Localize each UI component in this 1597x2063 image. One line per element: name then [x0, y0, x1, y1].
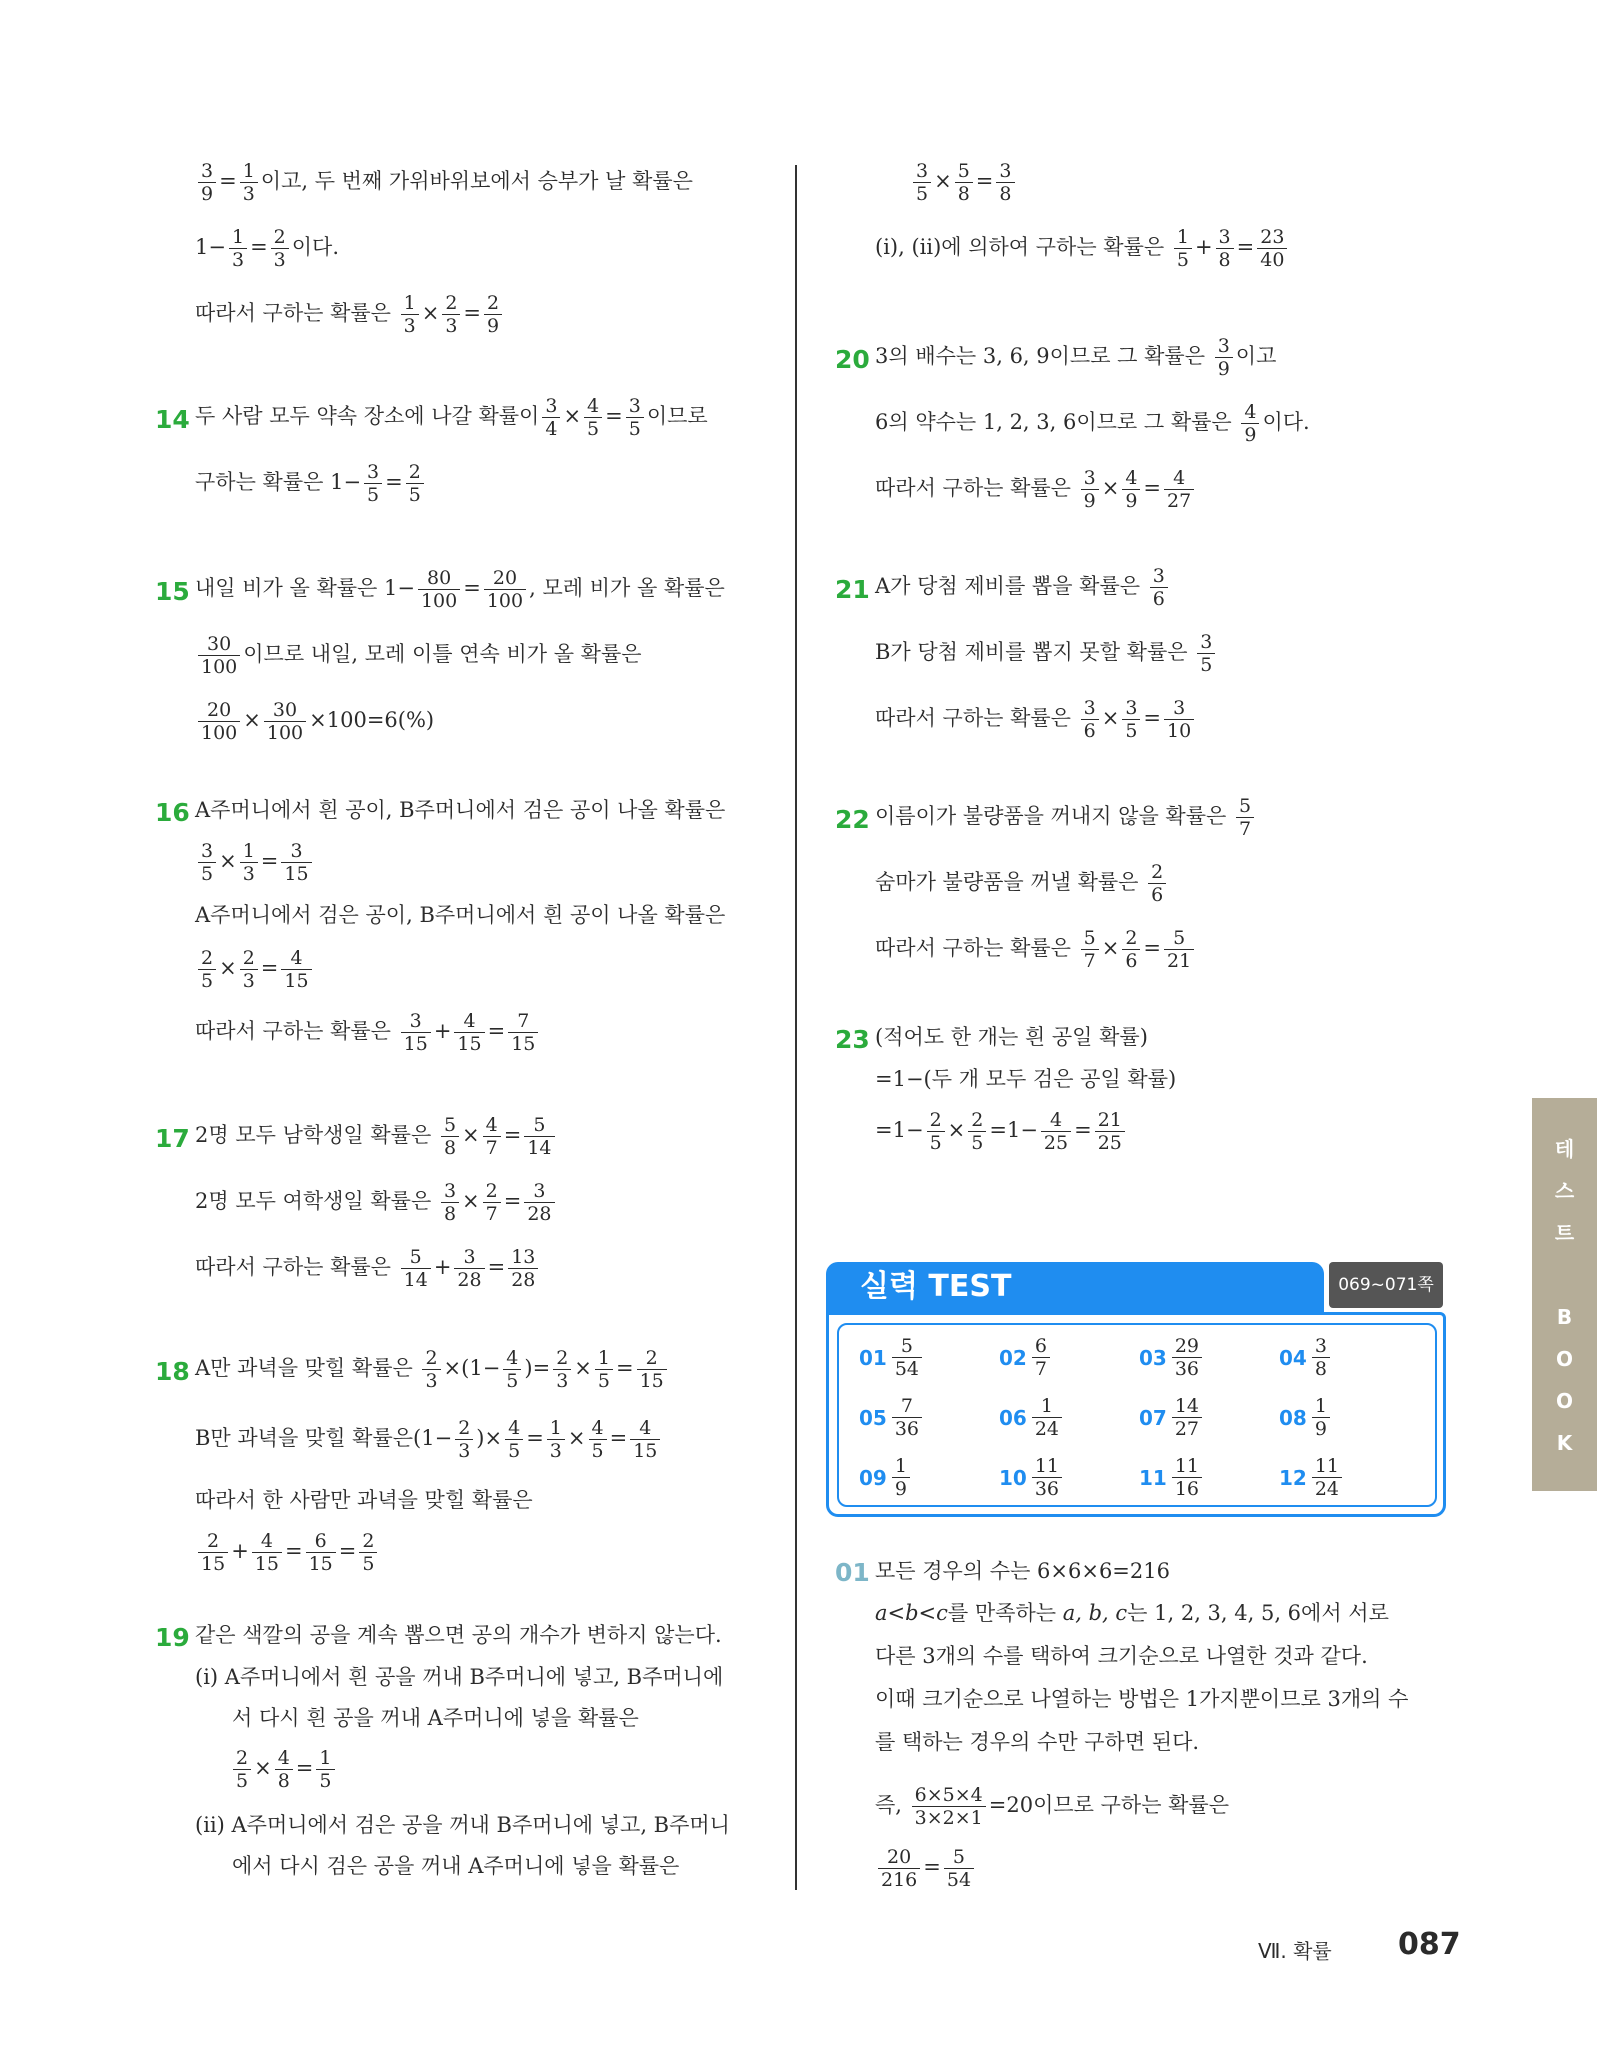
skill-test-title: 실력 TEST — [826, 1262, 1324, 1312]
page-range-tag: 069~071쪽 — [1329, 1262, 1443, 1308]
p21-line-3: 따라서 구하는 확률은 $\frac{3}{6}$ × $\frac{3}{5}$ = $\frac{3}{10}$ — [875, 697, 1197, 742]
p22-line-1: 이름이가 불량품을 꺼내지 않을 확률은 $\frac{5}{7}$ — [875, 795, 1257, 840]
answer-item — [859, 1335, 925, 1380]
t01-line-1: 모든 경우의 수는 6×6×6=216 — [875, 1559, 1170, 1583]
answer-fraction: $\frac{1}{24}$ — [1032, 1395, 1062, 1440]
t01-line-4: 이때 크기순으로 나열하는 방법은 1가지뿐이므로 3개의 수 — [875, 1687, 1409, 1711]
answer-item — [1279, 1455, 1345, 1500]
answer-fraction: $\frac{5}{54}$ — [892, 1335, 922, 1380]
answer-fraction: $\frac{7}{36}$ — [892, 1395, 922, 1440]
answer-fraction: $\frac{11}{24}$ — [1312, 1455, 1342, 1500]
t01-line-2: a<b<c를 만족하는 a, b, c는 1, 2, 3, 4, 5, 6에서 서로 — [875, 1601, 1389, 1625]
answer-number: 08 — [1279, 1405, 1307, 1430]
answer-item — [1139, 1335, 1205, 1380]
problem-number: 01 — [835, 1558, 870, 1587]
answer-number: 06 — [999, 1405, 1027, 1430]
answer-item — [1279, 1335, 1333, 1380]
page-number: 087 — [1398, 1927, 1461, 1962]
p15-line-1: 내일 비가 올 확률은 1− $\frac{80}{100}$ = $\frac{20}{100}$ , 모레 비가 올 확률은 — [195, 567, 725, 612]
intro-line-1: $\frac{3}{9}$ = $\frac{1}{3}$ 이고, 두 번째 가위바위보에서 승부가 날 확률은 — [195, 160, 693, 205]
p22-line-3: 따라서 구하는 확률은 $\frac{5}{7}$ × $\frac{2}{6}$ = $\frac{5}{21}$ — [875, 927, 1197, 972]
problem-number: 20 — [835, 345, 870, 374]
problem-number: 21 — [835, 575, 870, 604]
answer-number: 10 — [999, 1465, 1027, 1490]
answer-fraction: $\frac{1}{9}$ — [892, 1455, 910, 1500]
answer-number: 03 — [1139, 1345, 1167, 1370]
p20-line-2: 6의 약수는 1, 2, 3, 6이므로 그 확률은 $\frac{4}{9}$ 이다. — [875, 401, 1310, 446]
problem-number: 22 — [835, 805, 870, 834]
p20-line-3: 따라서 구하는 확률은 $\frac{3}{9}$ × $\frac{4}{9}$ = $\frac{4}{27}$ — [875, 467, 1197, 512]
answer-fraction: $\frac{1}{9}$ — [1312, 1395, 1330, 1440]
answer-fraction: $\frac{6}{7}$ — [1032, 1335, 1050, 1380]
p19b-line-2: (ⅰ), (ⅱ)에 의하여 구하는 확률은 $\frac{1}{5}$ + $\frac{3}{8}$ = $\frac{23}{40}$ — [875, 226, 1290, 271]
problem-number: 18 — [155, 1357, 190, 1386]
p19-line-3: 서 다시 흰 공을 꺼내 A주머니에 넣을 확률은 — [232, 1706, 639, 1730]
answer-item — [859, 1395, 925, 1440]
p18-line-2: B만 과녁을 맞힐 확률은(1− $\frac{2}{3}$ )× $\frac{4}{5}$ = $\frac{1}{3}$ × $\frac{4}{5}$ = $\frac{4}{15}$ — [195, 1417, 663, 1462]
p15-line-3: $\frac{20}{100}$ × $\frac{30}{100}$ ×100=6(%) — [195, 699, 434, 744]
answer-fraction: $\frac{29}{36}$ — [1172, 1335, 1202, 1380]
p16-line-4: $\frac{2}{5}$ × $\frac{2}{3}$ = $\frac{4}{15}$ — [195, 947, 315, 992]
side-tab — [1532, 1098, 1597, 1491]
p18-line-3: 따라서 한 사람만 과녁을 맞힐 확률은 — [195, 1488, 533, 1512]
problem-number: 16 — [155, 798, 190, 827]
problem-number: 17 — [155, 1124, 190, 1153]
intro-line-3: 따라서 구하는 확률은 $\frac{1}{3}$ × $\frac{2}{3}$ = $\frac{2}{9}$ — [195, 292, 505, 337]
p17-line-2: 2명 모두 여학생일 확률은 $\frac{3}{8}$ × $\frac{2}{7}$ = $\frac{3}{28}$ — [195, 1180, 558, 1225]
p23-line-2: =1−(두 개 모두 검은 공일 확률) — [875, 1067, 1177, 1091]
t01-line-7: $\frac{20}{216}$ = $\frac{5}{54}$ — [875, 1846, 977, 1891]
answer-item — [1139, 1455, 1205, 1500]
answer-grid — [837, 1323, 1437, 1507]
p14-line-2: 구하는 확률은 1− $\frac{3}{5}$ = $\frac{2}{5}$ — [195, 461, 427, 506]
answer-item — [1139, 1395, 1205, 1440]
answer-number: 12 — [1279, 1465, 1307, 1490]
answer-item — [1279, 1395, 1333, 1440]
p21-line-2: B가 당첨 제비를 뽑지 못할 확률은 $\frac{3}{5}$ — [875, 631, 1218, 676]
p19-line-1: 같은 색깔의 공을 계속 뽑으면 공의 개수가 변하지 않는다. — [195, 1623, 722, 1647]
p16-line-1: A주머니에서 흰 공이, B주머니에서 검은 공이 나올 확률은 — [195, 798, 726, 822]
p23-line-1: (적어도 한 개는 흰 공일 확률) — [875, 1025, 1148, 1049]
answer-number: 04 — [1279, 1345, 1307, 1370]
answer-item — [999, 1455, 1065, 1500]
p17-line-1: 2명 모두 남학생일 확률은 $\frac{5}{8}$ × $\frac{4}{7}$ = $\frac{5}{14}$ — [195, 1114, 558, 1159]
answer-fraction: $\frac{3}{8}$ — [1312, 1335, 1330, 1380]
p19b-line-1: $\frac{3}{5}$ × $\frac{5}{8}$ = $\frac{3}{8}$ — [910, 160, 1018, 205]
answer-fraction: $\frac{11}{36}$ — [1032, 1455, 1062, 1500]
p14-line-1: 두 사람 모두 약속 장소에 나갈 확률이 $\frac{3}{4}$ × $\frac{4}{5}$ = $\frac{3}{5}$ 이므로 — [195, 395, 708, 440]
p18-line-4: $\frac{2}{15}$ + $\frac{4}{15}$ = $\frac{6}{15}$ = $\frac{2}{5}$ — [195, 1530, 380, 1575]
answer-number: 02 — [999, 1345, 1027, 1370]
answer-fraction: $\frac{11}{16}$ — [1172, 1455, 1202, 1500]
p17-line-3: 따라서 구하는 확률은 $\frac{5}{14}$ + $\frac{3}{28}$ = $\frac{13}{28}$ — [195, 1246, 541, 1291]
problem-number: 23 — [835, 1025, 870, 1054]
answer-item — [859, 1455, 913, 1500]
p23-line-3: =1− $\frac{2}{5}$ × $\frac{2}{5}$ =1− $\frac{4}{25}$ = $\frac{21}{25}$ — [875, 1109, 1128, 1154]
p18-line-1: A만 과녁을 맞힐 확률은 $\frac{2}{3}$ ×(1− $\frac{4}{5}$ )= $\frac{2}{3}$ × $\frac{1}{5}$ = $\frac{2}{15}$ — [195, 1347, 670, 1392]
problem-number: 15 — [155, 577, 190, 606]
p15-line-2: $\frac{30}{100}$ 이므로 내일, 모레 이틀 연속 비가 올 확률은 — [195, 633, 642, 678]
p21-line-1: A가 당첨 제비를 뽑을 확률은 $\frac{3}{6}$ — [875, 565, 1171, 610]
answer-grid-frame — [826, 1312, 1446, 1517]
t01-line-3: 다른 3개의 수를 택하여 크기순으로 나열한 것과 같다. — [875, 1644, 1368, 1668]
answer-item — [999, 1335, 1053, 1380]
p19-line-2: (ⅰ) A주머니에서 흰 공을 꺼내 B주머니에 넣고, B주머니에 — [195, 1665, 724, 1689]
answer-fraction: $\frac{14}{27}$ — [1172, 1395, 1202, 1440]
intro-line-2: 1− $\frac{1}{3}$ = $\frac{2}{3}$ 이다. — [195, 226, 340, 271]
problem-number: 14 — [155, 405, 190, 434]
answer-number: 11 — [1139, 1465, 1167, 1490]
answer-number: 07 — [1139, 1405, 1167, 1430]
p16-line-2: $\frac{3}{5}$ × $\frac{1}{3}$ = $\frac{3}{15}$ — [195, 840, 315, 885]
p19-line-5: (ⅱ) A주머니에서 검은 공을 꺼내 B주머니에 넣고, B주머니 — [195, 1813, 730, 1837]
skill-test-box — [826, 1262, 1446, 1517]
t01-line-6: 즉, $\frac{6\times 5\times 4}{3\times 2\times 1}$ =20이므로 구하는 확률은 — [875, 1784, 1230, 1829]
p20-line-1: 3의 배수는 3, 6, 9이므로 그 확률은 $\frac{3}{9}$ 이고 — [875, 335, 1277, 380]
side-tab-label: 테 스 트 B O O K — [1554, 1137, 1575, 1455]
answer-number: 01 — [859, 1345, 887, 1370]
problem-number: 19 — [155, 1623, 190, 1652]
p19-line-4: $\frac{2}{5}$ × $\frac{4}{8}$ = $\frac{1}{5}$ — [230, 1747, 338, 1792]
answer-number: 05 — [859, 1405, 887, 1430]
answer-item — [999, 1395, 1065, 1440]
footer-chapter: Ⅶ. 확률 — [1258, 1939, 1332, 1963]
p22-line-2: 숨마가 불량품을 꺼낼 확률은 $\frac{2}{6}$ — [875, 861, 1169, 906]
column-divider — [795, 165, 797, 1890]
answer-number: 09 — [859, 1465, 887, 1490]
p19-line-6: 에서 다시 검은 공을 꺼내 A주머니에 넣을 확률은 — [232, 1854, 680, 1878]
p16-line-5: 따라서 구하는 확률은 $\frac{3}{15}$ + $\frac{4}{15}$ = $\frac{7}{15}$ — [195, 1010, 541, 1055]
p16-line-3: A주머니에서 검은 공이, B주머니에서 흰 공이 나올 확률은 — [195, 903, 726, 927]
t01-line-5: 를 택하는 경우의 수만 구하면 된다. — [875, 1730, 1200, 1754]
